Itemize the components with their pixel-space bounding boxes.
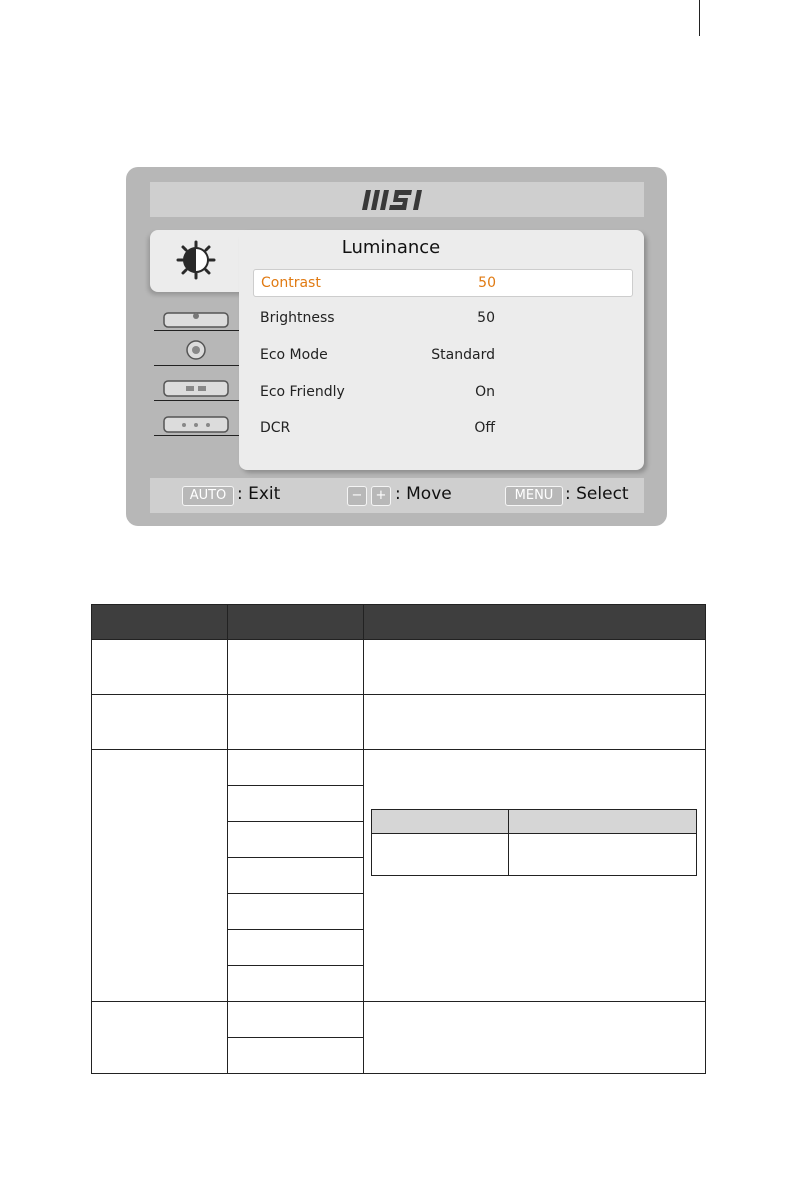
osd-menu-screenshot [126, 167, 667, 526]
table-cell [364, 640, 706, 695]
nested-table [371, 809, 697, 876]
menu-item-value: 50 [478, 275, 496, 291]
nested-table-cell [509, 834, 697, 876]
menu-item-label: Eco Mode [260, 347, 328, 363]
table-header-cell [364, 605, 706, 640]
table-cell [92, 695, 228, 750]
menu-item-label: DCR [260, 420, 291, 436]
luminance-panel [239, 230, 644, 470]
table-cell [228, 695, 364, 750]
luminance-icon [176, 240, 216, 280]
select-hint: : Select [565, 484, 629, 504]
input-source-icon [156, 339, 236, 361]
msi-logo [362, 190, 434, 210]
table-cell [228, 894, 364, 930]
menu-item-value: 50 [477, 310, 495, 326]
settings-icon [156, 412, 236, 434]
table-row [92, 1002, 706, 1038]
table-cell [228, 750, 364, 786]
table-cell [228, 966, 364, 1002]
osd-footer [150, 478, 644, 513]
table-cell [228, 786, 364, 822]
nested-table-header-row [372, 810, 697, 834]
move-hint: : Move [395, 484, 452, 504]
menu-item-value: Standard [431, 347, 495, 363]
table-cell [92, 640, 228, 695]
menu-item-dcr[interactable] [253, 415, 631, 441]
menu-key-icon: MENU [505, 486, 563, 506]
side-tab-divider [154, 365, 240, 366]
auto-key-icon: AUTO [182, 486, 234, 506]
osd-header [150, 182, 644, 217]
menu-item-contrast[interactable] [253, 269, 633, 297]
menu-title: Luminance [341, 237, 441, 258]
table-cell [228, 1038, 364, 1074]
table-cell [92, 750, 228, 1002]
menu-item-value: Off [474, 420, 495, 436]
side-tab-divider [154, 330, 240, 331]
table-cell [92, 1002, 228, 1074]
nested-table-header-cell [372, 810, 509, 834]
nested-table-header-cell [509, 810, 697, 834]
table-cell [228, 640, 364, 695]
table-header-cell [228, 605, 364, 640]
table-cell [364, 695, 706, 750]
table-cell [228, 822, 364, 858]
nested-table-cell [372, 834, 509, 876]
menu-item-brightness[interactable] [253, 305, 631, 331]
menu-item-label: Brightness [260, 310, 335, 326]
table-header-row [92, 605, 706, 640]
menu-item-eco-mode[interactable] [253, 342, 631, 368]
menu-item-label: Contrast [261, 275, 321, 291]
menu-item-label: Eco Friendly [260, 384, 345, 400]
image-icon [156, 307, 236, 329]
menu-item-value: On [475, 384, 495, 400]
table-cell [228, 858, 364, 894]
table-row [92, 640, 706, 695]
table-row [92, 750, 706, 786]
picture-in-picture-icon [156, 376, 236, 398]
plus-key-icon: + [371, 486, 391, 506]
table-header-cell [92, 605, 228, 640]
table-cell [228, 1002, 364, 1038]
table-row [92, 695, 706, 750]
nested-table-row [372, 834, 697, 876]
table-cell [364, 1002, 706, 1074]
side-tab-divider [154, 435, 240, 436]
page-corner-line [699, 0, 700, 36]
table-cell [228, 930, 364, 966]
exit-hint: : Exit [237, 484, 281, 504]
minus-key-icon: − [347, 486, 367, 506]
side-tab-divider [154, 400, 240, 401]
menu-item-eco-friendly[interactable] [253, 379, 631, 405]
